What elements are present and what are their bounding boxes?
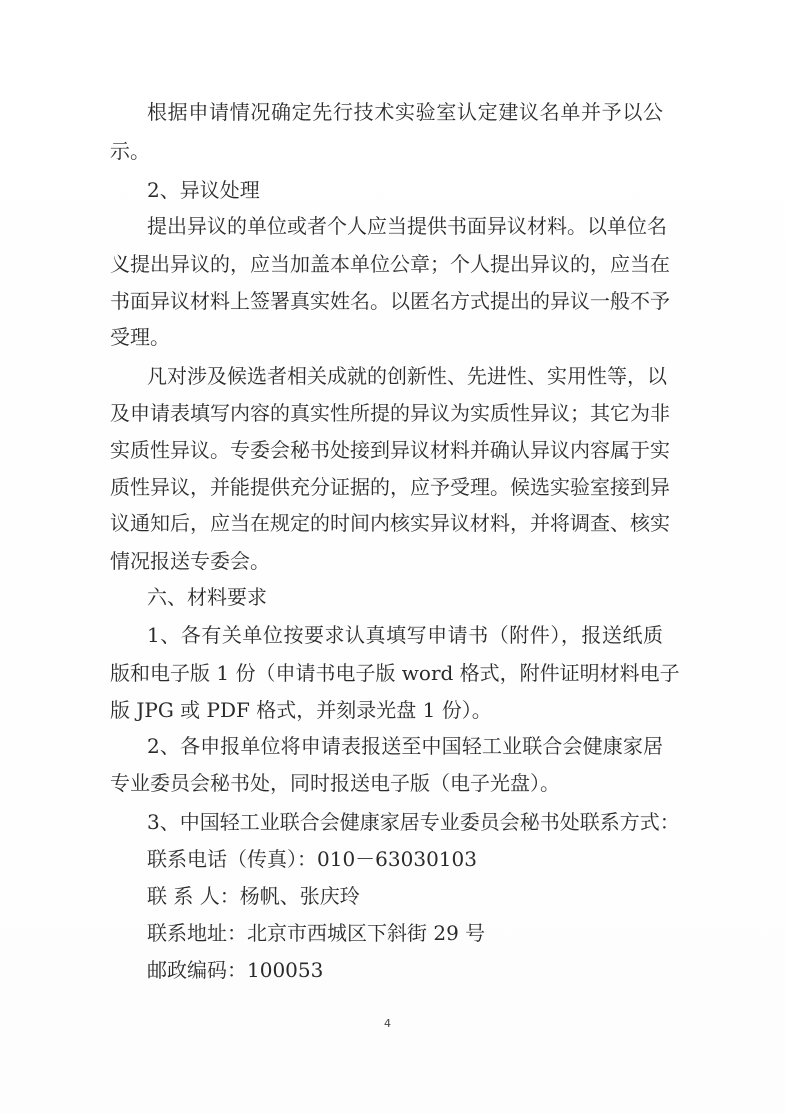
paragraph-line: 版和电子版 1 份（申请书电子版 word 格式，附件证明材料电子 <box>110 661 680 685</box>
paragraph-line: 议通知后，应当在规定的时间内核实异议材料，并将调查、核实 <box>110 511 670 535</box>
paragraph-line: 受理。 <box>110 325 170 349</box>
contact-phone: 联系电话（传真）：010－63030103 <box>147 847 477 871</box>
paragraph-line: 义提出异议的，应当加盖本单位公章；个人提出异议的，应当在 <box>110 252 670 276</box>
contact-person: 联 系 人：杨帆、张庆玲 <box>147 884 360 908</box>
paragraph-line: 情况报送专委会。 <box>110 549 270 573</box>
page-number: 4 <box>384 1017 391 1030</box>
paragraph-line: 示。 <box>110 139 150 163</box>
paragraph-line: 凡对涉及候选者相关成就的创新性、先进性、实用性等，以 <box>147 364 667 388</box>
paragraph-line: 根据申请情况确定先行技术实验室认定建议名单并予以公 <box>147 100 663 124</box>
paragraph-line: 版 JPG 或 PDF 格式，并刻录光盘 1 份）。 <box>110 698 492 722</box>
paragraph-line: 2、各申报单位将申请表报送至中国轻工业联合会健康家居 <box>147 734 663 758</box>
contact-heading: 3、中国轻工业联合会健康家居专业委员会秘书处联系方式： <box>147 810 680 834</box>
contact-address: 联系地址：北京市西城区下斜街 29 号 <box>147 921 486 945</box>
paragraph-line: 实质性异议。专委会秘书处接到异议材料并确认异议内容属于实 <box>110 438 670 462</box>
paragraph-line: 及申请表填写内容的真实性所提的异议为实质性异议；其它为非 <box>110 401 670 425</box>
paragraph-line: 专业委员会秘书处，同时报送电子版（电子光盘）。 <box>110 771 560 795</box>
section-heading: 六、材料要求 <box>147 585 267 609</box>
section-heading: 2、异议处理 <box>147 178 260 202</box>
contact-postcode: 邮政编码：100053 <box>147 958 324 982</box>
paragraph-line: 质性异议，并能提供充分证据的，应予受理。候选实验室接到异 <box>110 475 670 499</box>
paragraph-line: 书面异议材料上签署真实姓名。以匿名方式提出的异议一般不予 <box>110 289 670 313</box>
paragraph-line: 提出异议的单位或者个人应当提供书面异议材料。以单位名 <box>147 214 667 238</box>
paragraph-line: 1、各有关单位按要求认真填写申请书（附件），报送纸质 <box>147 623 663 647</box>
